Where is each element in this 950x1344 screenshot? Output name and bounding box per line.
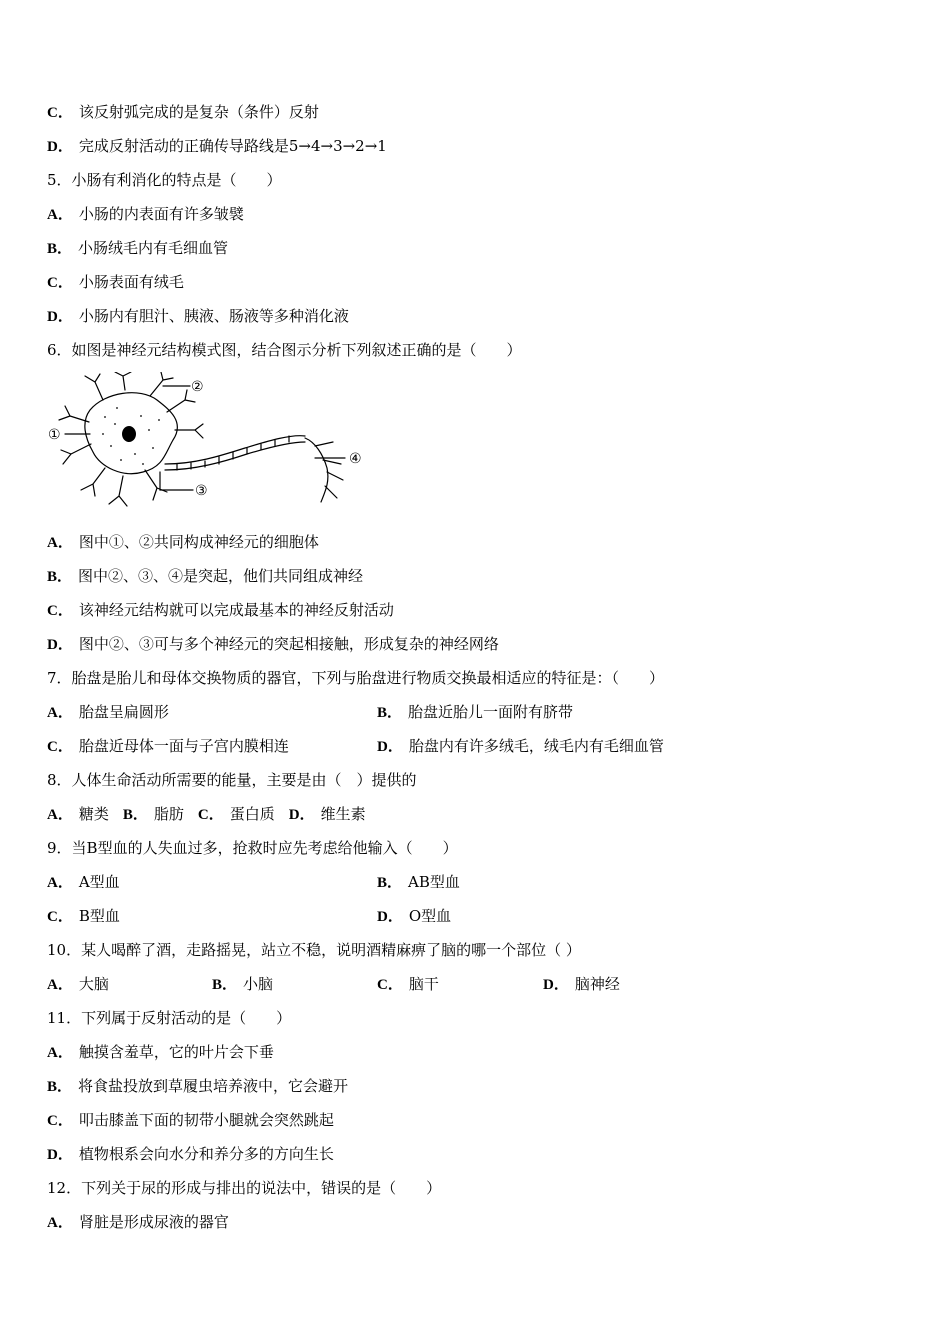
q7-stem: 7．胎盘是胎儿和母体交换物质的器官，下列与胎盘进行物质交换最相适应的特征是：（ ）: [47, 669, 665, 687]
option-text: 胎盘近母体一面与子宫内膜相连: [78, 737, 289, 755]
q10-option-b: [212, 974, 273, 995]
option-label: C．: [197, 807, 224, 823]
option-label: C．: [47, 105, 73, 121]
option-text: 叩击膝盖下面的韧带小腿就会突然跳起: [78, 1111, 334, 1129]
q9-option-d: [377, 906, 451, 927]
option-label: C．: [377, 977, 403, 993]
q10-stem: 10．某人喝醉了酒，走路摇晃，站立不稳，说明酒精麻痹了脑的哪一个部位（ ）: [47, 941, 581, 959]
option-text: 脑干: [408, 975, 439, 993]
q10-option-d: [543, 974, 620, 995]
option-text: 肾脏是形成尿液的器官: [78, 1213, 229, 1231]
q9-option-b: [377, 872, 460, 893]
q9-option-a: [47, 872, 120, 893]
option-text: B型血: [78, 907, 120, 925]
q11-option-c: [47, 1110, 334, 1131]
option-label: C．: [47, 603, 73, 619]
q11-option-a: [47, 1042, 274, 1063]
q10-option-a: [47, 974, 109, 995]
option-text: 大脑: [78, 975, 109, 993]
option-label: A．: [47, 535, 73, 551]
option-label: A．: [47, 977, 73, 993]
option-text: AB型血: [408, 873, 460, 891]
option-text: 小肠表面有绒毛: [78, 273, 184, 291]
q4-option-c: [47, 102, 319, 123]
q7-option-a: [47, 702, 169, 723]
option-text: 该神经元结构就可以完成最基本的神经反射活动: [78, 601, 394, 619]
option-text: 蛋白质: [229, 805, 275, 823]
q6-option-d: [47, 634, 499, 655]
figure-label-1: ①: [48, 427, 61, 443]
option-text: 维生素: [320, 805, 366, 823]
q10-option-c: [377, 974, 439, 995]
option-label: B．: [47, 569, 73, 585]
option-text: O型血: [408, 907, 452, 925]
option-label: D．: [47, 1147, 73, 1163]
option-label: D．: [377, 909, 403, 925]
q8-options: [47, 804, 366, 825]
q11-option-b: [47, 1076, 348, 1097]
option-label: D．: [377, 739, 403, 755]
figure-label-4: ④: [349, 451, 362, 467]
option-label: A．: [47, 1045, 73, 1061]
option-text: 小肠的内表面有许多皱襞: [78, 205, 244, 223]
option-label: A．: [47, 1215, 73, 1231]
q5-stem: 5．小肠有利消化的特点是（ ）: [47, 171, 282, 189]
q4-option-d: [47, 136, 387, 157]
option-text: 小肠内有胆汁、胰液、肠液等多种消化液: [78, 307, 349, 325]
option-label: D．: [47, 139, 73, 155]
q5-option-d: [47, 306, 349, 327]
q7-option-c: [47, 736, 289, 757]
option-text: 胎盘呈扁圆形: [78, 703, 169, 721]
option-text: 该反射弧完成的是复杂（条件）反射: [78, 103, 319, 121]
q7-option-d: [377, 736, 664, 757]
q12-stem: 12．下列关于尿的形成与排出的说法中，错误的是（ ）: [47, 1179, 442, 1197]
option-label: B．: [47, 1079, 73, 1095]
option-text: 胎盘内有许多绒毛，绒毛内有毛细血管: [408, 737, 664, 755]
option-text: 脑神经: [574, 975, 620, 993]
q12-option-a: [47, 1212, 229, 1233]
option-text: 图中②、③可与多个神经元的突起相接触，形成复杂的神经网络: [78, 635, 499, 653]
figure-label-2: ②: [191, 379, 204, 395]
option-label: B．: [212, 977, 238, 993]
option-text: 胎盘近胎儿一面附有脐带: [408, 703, 574, 721]
option-label: A．: [47, 875, 73, 891]
q8-stem: 8．人体生命活动所需要的能量，主要是由（ ）提供的: [47, 771, 417, 789]
option-label: C．: [47, 909, 73, 925]
option-label: D．: [47, 309, 73, 325]
option-label: D．: [543, 977, 569, 993]
option-label: B．: [377, 705, 403, 721]
q6-option-b: [47, 566, 363, 587]
q7-option-b: [377, 702, 573, 723]
q9-stem: 9．当B型血的人失血过多，抢救时应先考虑给他输入（ ）: [47, 839, 458, 857]
figure-label-3: ③: [195, 483, 208, 499]
option-text: A型血: [78, 873, 120, 891]
option-label: D．: [47, 637, 73, 653]
option-text: 将食盐投放到草履虫培养液中，它会避开: [78, 1077, 349, 1095]
option-label: C．: [47, 275, 73, 291]
option-label: D．: [288, 807, 315, 823]
neuron-diagram: [45, 372, 375, 522]
nucleus: [122, 426, 136, 442]
option-text: 小脑: [243, 975, 274, 993]
q6-stem: 6．如图是神经元结构模式图，结合图示分析下列叙述正确的是（ ）: [47, 341, 522, 359]
q5-option-c: [47, 272, 184, 293]
option-label: A．: [47, 807, 73, 823]
option-label: B．: [377, 875, 403, 891]
option-label: B．: [122, 807, 148, 823]
q11-option-d: [47, 1144, 334, 1165]
q5-option-a: [47, 204, 244, 225]
option-label: A．: [47, 207, 73, 223]
option-text: 脂肪: [153, 805, 184, 823]
option-label: B．: [47, 241, 73, 257]
option-label: C．: [47, 739, 73, 755]
option-text: 植物根系会向水分和养分多的方向生长: [78, 1145, 334, 1163]
option-text: 糖类: [78, 805, 109, 823]
option-text: 小肠绒毛内有毛细血管: [78, 239, 229, 257]
option-label: C．: [47, 1113, 73, 1129]
q9-option-c: [47, 906, 120, 927]
option-text: 完成反射活动的正确传导路线是5→4→3→2→1: [78, 137, 387, 155]
q6-option-a: [47, 532, 319, 553]
q5-option-b: [47, 238, 228, 259]
q6-option-c: [47, 600, 394, 621]
option-text: 图中①、②共同构成神经元的细胞体: [78, 533, 319, 551]
q11-stem: 11．下列属于反射活动的是（ ）: [47, 1009, 292, 1027]
option-text: 触摸含羞草，它的叶片会下垂: [78, 1043, 274, 1061]
option-label: A．: [47, 705, 73, 721]
option-text: 图中②、③、④是突起，他们共同组成神经: [78, 567, 364, 585]
